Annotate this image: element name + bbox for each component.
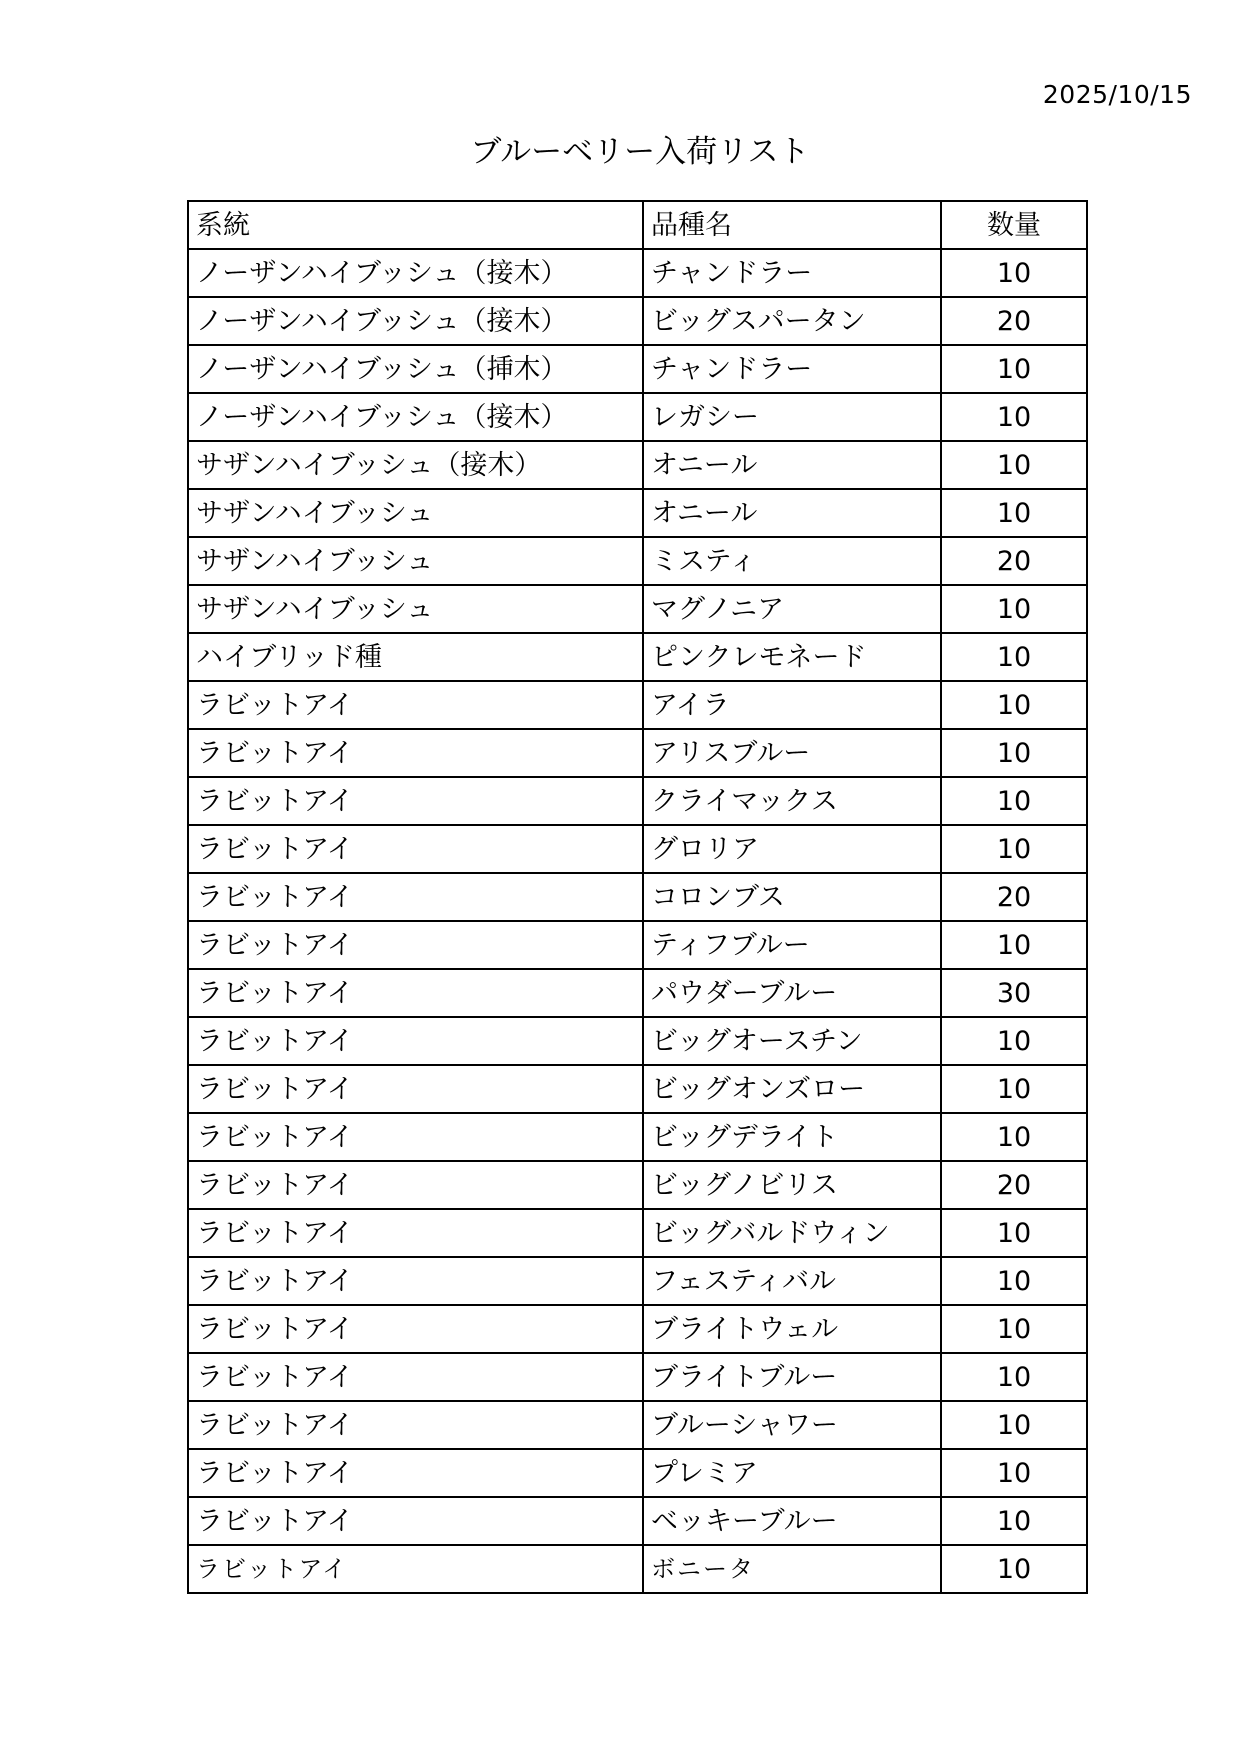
cell-lineage: ラビットアイ bbox=[188, 1257, 643, 1305]
table-row bbox=[188, 1113, 1087, 1161]
cell-lineage: ノーザンハイブッシュ（接木） bbox=[188, 297, 643, 345]
cell-variety: マグノニア bbox=[643, 585, 941, 633]
table-row bbox=[188, 633, 1087, 681]
document-date: 2025/10/15 bbox=[1042, 80, 1192, 109]
cell-variety: オニール bbox=[643, 489, 941, 537]
cell-quantity: 10 bbox=[941, 921, 1087, 969]
cell-variety: ミスティ bbox=[643, 537, 941, 585]
cell-lineage: サザンハイブッシュ bbox=[188, 489, 643, 537]
cell-lineage: ラビットアイ bbox=[188, 681, 643, 729]
cell-quantity: 10 bbox=[941, 249, 1087, 297]
cell-quantity: 10 bbox=[941, 345, 1087, 393]
cell-quantity: 10 bbox=[941, 441, 1087, 489]
cell-variety: ビッグスパータン bbox=[643, 297, 941, 345]
cell-variety: ブライトウェル bbox=[643, 1305, 941, 1353]
cell-lineage: ラビットアイ bbox=[188, 1209, 643, 1257]
cell-lineage: サザンハイブッシュ bbox=[188, 537, 643, 585]
table-row bbox=[188, 393, 1087, 441]
table-row bbox=[188, 1257, 1087, 1305]
table-row bbox=[188, 825, 1087, 873]
table-row bbox=[188, 777, 1087, 825]
cell-lineage: ラビットアイ bbox=[188, 777, 643, 825]
table-row bbox=[188, 1497, 1087, 1545]
table-row bbox=[188, 1161, 1087, 1209]
document-title: ブルーベリー入荷リスト bbox=[470, 134, 810, 170]
header-quantity: 数量 bbox=[941, 201, 1087, 249]
cell-variety: ビッグオースチン bbox=[643, 1017, 941, 1065]
table-row bbox=[188, 681, 1087, 729]
cell-quantity: 10 bbox=[941, 1449, 1087, 1497]
cell-lineage: ラビットアイ bbox=[188, 873, 643, 921]
table-header-row bbox=[188, 201, 1087, 249]
cell-variety: ティフブルー bbox=[643, 921, 941, 969]
table-row bbox=[188, 249, 1087, 297]
cell-lineage: ラビットアイ bbox=[188, 921, 643, 969]
cell-quantity: 10 bbox=[941, 1353, 1087, 1401]
table-row bbox=[188, 969, 1087, 1017]
cell-quantity: 10 bbox=[941, 1257, 1087, 1305]
table-row bbox=[188, 537, 1087, 585]
cell-variety: プレミア bbox=[643, 1449, 941, 1497]
cell-variety: ブライトブルー bbox=[643, 1353, 941, 1401]
cell-lineage: ラビットアイ bbox=[188, 1113, 643, 1161]
cell-variety: ビッグデライト bbox=[643, 1113, 941, 1161]
cell-quantity: 10 bbox=[941, 1017, 1087, 1065]
cell-quantity: 10 bbox=[941, 777, 1087, 825]
cell-quantity: 10 bbox=[941, 1401, 1087, 1449]
cell-variety: コロンブス bbox=[643, 873, 941, 921]
table-row bbox=[188, 441, 1087, 489]
cell-variety: ビッグバルドウィン bbox=[643, 1209, 941, 1257]
cell-variety: アイラ bbox=[643, 681, 941, 729]
cell-lineage: ラビットアイ bbox=[188, 1497, 643, 1545]
cell-quantity: 10 bbox=[941, 489, 1087, 537]
cell-variety: ボニータ bbox=[643, 1545, 941, 1593]
cell-lineage: ハイブリッド種 bbox=[188, 633, 643, 681]
table-row bbox=[188, 489, 1087, 537]
cell-variety: クライマックス bbox=[643, 777, 941, 825]
cell-lineage: ラビットアイ bbox=[188, 1161, 643, 1209]
cell-variety: ビッグノビリス bbox=[643, 1161, 941, 1209]
cell-lineage: ラビットアイ bbox=[188, 1353, 643, 1401]
cell-variety: オニール bbox=[643, 441, 941, 489]
cell-lineage: ラビットアイ bbox=[188, 1065, 643, 1113]
table-row bbox=[188, 1017, 1087, 1065]
cell-lineage: ラビットアイ bbox=[188, 1401, 643, 1449]
cell-quantity: 10 bbox=[941, 1113, 1087, 1161]
cell-variety: ベッキーブルー bbox=[643, 1497, 941, 1545]
cell-lineage: ラビットアイ bbox=[188, 1449, 643, 1497]
header-lineage: 系統 bbox=[188, 201, 643, 249]
cell-lineage: ノーザンハイブッシュ（接木） bbox=[188, 249, 643, 297]
table-row bbox=[188, 1401, 1087, 1449]
cell-quantity: 10 bbox=[941, 1305, 1087, 1353]
cell-quantity: 20 bbox=[941, 873, 1087, 921]
cell-variety: ピンクレモネード bbox=[643, 633, 941, 681]
cell-lineage: ラビットアイ bbox=[188, 969, 643, 1017]
cell-quantity: 20 bbox=[941, 297, 1087, 345]
cell-quantity: 30 bbox=[941, 969, 1087, 1017]
cell-variety: レガシー bbox=[643, 393, 941, 441]
cell-quantity: 10 bbox=[941, 585, 1087, 633]
table-row bbox=[188, 1545, 1087, 1593]
cell-lineage: ラビットアイ bbox=[188, 1017, 643, 1065]
cell-variety: グロリア bbox=[643, 825, 941, 873]
cell-variety: パウダーブルー bbox=[643, 969, 941, 1017]
cell-variety: ブルーシャワー bbox=[643, 1401, 941, 1449]
table-body bbox=[188, 249, 1087, 1593]
cell-quantity: 10 bbox=[941, 825, 1087, 873]
cell-variety: チャンドラー bbox=[643, 345, 941, 393]
cell-quantity: 10 bbox=[941, 1545, 1087, 1593]
cell-lineage: サザンハイブッシュ（接木） bbox=[188, 441, 643, 489]
table-row bbox=[188, 1353, 1087, 1401]
table-row bbox=[188, 1065, 1087, 1113]
table-row bbox=[188, 729, 1087, 777]
table-row bbox=[188, 345, 1087, 393]
cell-variety: アリスブルー bbox=[643, 729, 941, 777]
cell-lineage: ノーザンハイブッシュ（挿木） bbox=[188, 345, 643, 393]
cell-quantity: 10 bbox=[941, 393, 1087, 441]
table-row bbox=[188, 1209, 1087, 1257]
cell-lineage: サザンハイブッシュ bbox=[188, 585, 643, 633]
cell-variety: フェスティバル bbox=[643, 1257, 941, 1305]
cell-variety: ビッグオンズロー bbox=[643, 1065, 941, 1113]
cell-variety: チャンドラー bbox=[643, 249, 941, 297]
table-row bbox=[188, 873, 1087, 921]
cell-quantity: 20 bbox=[941, 537, 1087, 585]
cell-quantity: 10 bbox=[941, 1065, 1087, 1113]
cell-lineage: ノーザンハイブッシュ（接木） bbox=[188, 393, 643, 441]
cell-lineage: ラビットアイ bbox=[188, 729, 643, 777]
header-variety: 品種名 bbox=[643, 201, 941, 249]
table-row bbox=[188, 1449, 1087, 1497]
cell-quantity: 10 bbox=[941, 1497, 1087, 1545]
cell-lineage: ラビットアイ bbox=[188, 825, 643, 873]
cell-quantity: 10 bbox=[941, 633, 1087, 681]
table-row bbox=[188, 297, 1087, 345]
cell-quantity: 10 bbox=[941, 1209, 1087, 1257]
cell-quantity: 10 bbox=[941, 681, 1087, 729]
table-row bbox=[188, 921, 1087, 969]
cell-lineage: ラビットアイ bbox=[188, 1305, 643, 1353]
cell-quantity: 10 bbox=[941, 729, 1087, 777]
table-row bbox=[188, 1305, 1087, 1353]
table-row bbox=[188, 585, 1087, 633]
cell-lineage: ラビットアイ bbox=[188, 1545, 643, 1593]
arrival-list-table bbox=[187, 200, 1088, 1594]
cell-quantity: 20 bbox=[941, 1161, 1087, 1209]
